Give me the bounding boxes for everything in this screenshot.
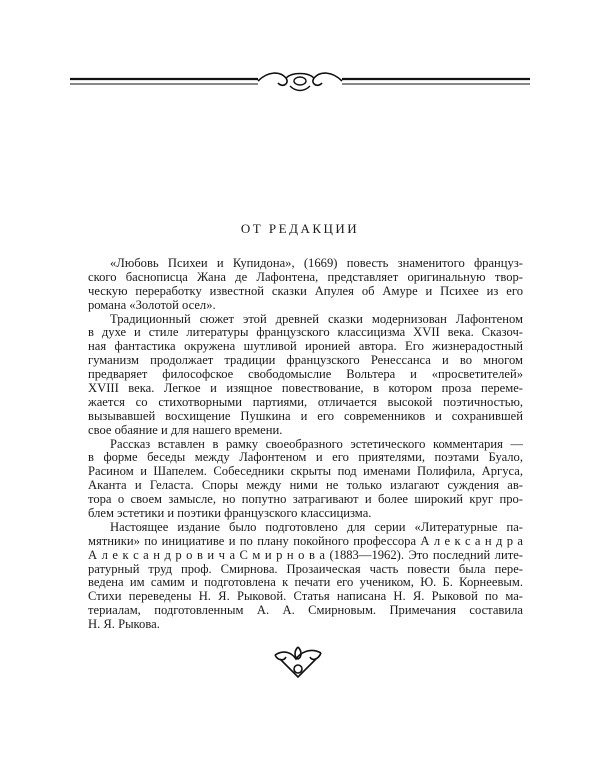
text-line: Стихи переведены Н. Я. Рыковой. Статья написана Н. Я. Рыковой по ма- <box>88 589 523 604</box>
paragraph <box>88 313 523 438</box>
text-line: териалам, подготовленным А. А. Смирновым. Примечания составила <box>88 603 523 618</box>
text-line: вызывавшей восхищение Пушкина и его современников и сохранившей <box>88 408 523 423</box>
text-line: Н. Я. Рыкова. <box>88 617 160 632</box>
text-line: ная фантастика окружена шутливой иронией автора. Его жизнерадостный <box>88 339 523 354</box>
top-ornament-divider <box>68 68 532 94</box>
text-line: ведена им самим и подготовлена к печати его учеником, Ю. Б. Корнеевым. <box>88 575 523 590</box>
paragraph <box>88 257 523 313</box>
text-line: Рассказ вставлен в рамку своеобразного эстетического комментария — <box>110 436 523 451</box>
text-line: А л е к с а н д р о в и ч а С м и р н о в а (1883—1962). Это последний лите- <box>88 547 523 562</box>
text-line: предваряет философское свободомыслие Вольтера и «просветителей» <box>88 367 523 382</box>
text-line: в форме беседы между Лафонтеном и его приятелями, поэтами Буало, <box>88 450 523 465</box>
text-line: XVIII века. Легкое и изящное повествование, в котором проза переме- <box>88 381 523 396</box>
text-line: свое обаяние и для нашего времени. <box>88 422 283 437</box>
text-line: ратурный труд проф. Смирнова. Прозаическая часть повести была пере- <box>88 561 523 576</box>
text-line: мятники» по инициативе и по плану покойного профессора А л е к с а н д р а <box>88 533 523 548</box>
text-line: ского баснописца Жана де Лафонтена, представляет оригинальную твор- <box>88 269 523 284</box>
text-line: жается со стихотворными партиями, отличается высокой поэтичностью, <box>88 394 523 409</box>
text-line: в духе и стиле литературы французского классицизма XVII века. Сказоч- <box>88 325 523 340</box>
text-line: тора о своем замысле, но попутно затрагивают и более широкий круг про- <box>88 492 523 507</box>
text-line: гуманизм продолжает традиции французского Ренессанса и во многом <box>88 353 523 368</box>
paragraph <box>88 521 523 632</box>
text-line: Аканта и Геласта. Споры между ними не только излагают суждения ав- <box>88 478 523 493</box>
text-line: романа «Золотой осел». <box>88 297 216 312</box>
page-title: ОТ РЕДАКЦИИ <box>240 221 360 236</box>
bottom-ornament-vignette <box>272 643 324 681</box>
text-line: Настоящее издание было подготовлено для серии «Литературные па- <box>110 519 523 534</box>
text-line: «Любовь Психеи и Купидона», (1669) повесть знаменитого француз- <box>110 256 523 270</box>
paragraph <box>88 438 523 521</box>
text-line: ческую переработку известной сказки Апулея об Амуре и Психее из его <box>88 283 523 298</box>
text-line: блем эстетики и поэтики французского классицизма. <box>88 506 372 521</box>
text-line: Расином и Шапелем. Собеседники скрыты под именами Полифила, Аргуса, <box>88 464 523 479</box>
editorial-body <box>88 257 523 632</box>
text-line: Традиционный сюжет этой древней сказки модернизован Лафонтеном <box>110 311 523 326</box>
